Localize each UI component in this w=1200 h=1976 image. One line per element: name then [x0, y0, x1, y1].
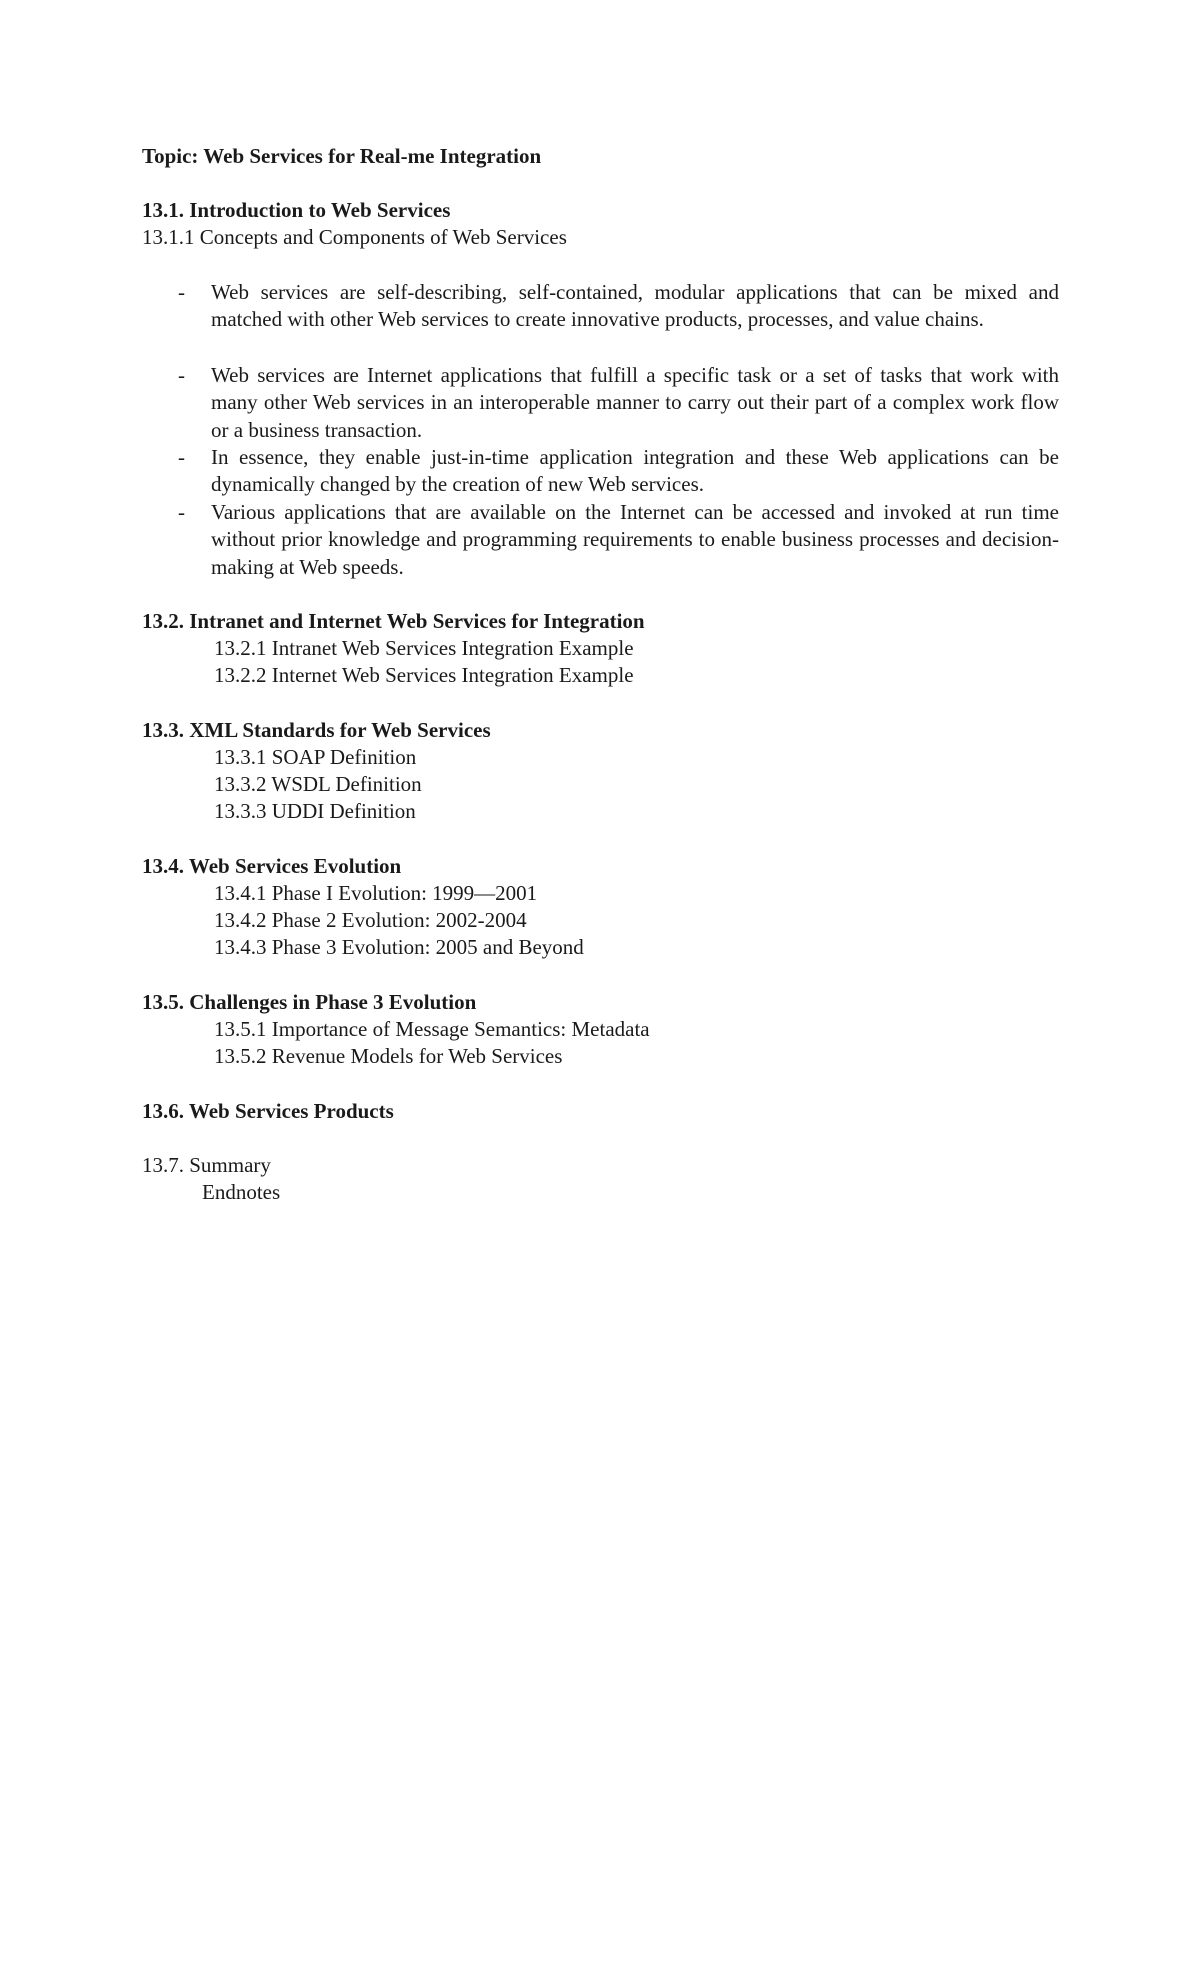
bullet-text: Web services are self-describing, self-contained, modular applications that can be mixed and matched with other Web services to create innovative products, processes, and value chains.: [211, 280, 1059, 332]
bullet-text: In essence, they enable just-in-time application integration and these Web applications can be dynamically changed by the creation of new Web services.: [211, 445, 1059, 497]
section-heading: 13.3. XML Standards for Web Services: [142, 718, 491, 742]
section-heading: 13.4. Web Services Evolution: [142, 854, 402, 878]
toc-item: 13.4.1 Phase I Evolution: 1999—2001: [214, 881, 538, 905]
page-title: Topic: Web Services for Real-me Integration: [142, 144, 542, 168]
section-heading: 13.7. Summary: [142, 1153, 271, 1177]
section-heading: 13.2. Intranet and Internet Web Services for Integration: [142, 609, 645, 633]
toc-item: 13.2.2 Internet Web Services Integration Example: [214, 663, 634, 687]
toc-item: 13.3.3 UDDI Definition: [214, 799, 416, 823]
toc-item: 13.4.3 Phase 3 Evolution: 2005 and Beyond: [214, 935, 584, 959]
section-heading: 13.1. Introduction to Web Services: [142, 198, 451, 222]
toc-item: 13.5.2 Revenue Models for Web Services: [214, 1044, 563, 1068]
toc-item: 13.3.2 WSDL Definition: [214, 772, 422, 796]
bullet-marker: -: [178, 500, 185, 524]
section-heading: 13.5. Challenges in Phase 3 Evolution: [142, 990, 477, 1014]
toc-item: Endnotes: [202, 1180, 281, 1204]
subsection-heading: 13.1.1 Concepts and Components of Web Services: [142, 225, 567, 249]
bullet-text: Web services are Internet applications that fulfill a specific task or a set of tasks that work with many other Web services in an interoperable manner to carry out their part of a complex work flow or a business transaction.: [211, 363, 1059, 442]
toc-item: 13.4.2 Phase 2 Evolution: 2002-2004: [214, 908, 527, 932]
toc-item: 13.5.1 Importance of Message Semantics: Metadata: [214, 1017, 650, 1041]
toc-item: 13.3.1 SOAP Definition: [214, 745, 417, 769]
bullet-marker: -: [178, 363, 185, 387]
bullet-marker: -: [178, 445, 185, 469]
toc-item: 13.2.1 Intranet Web Services Integration Example: [214, 636, 634, 660]
bullet-text: Various applications that are available on the Internet can be accessed and invoked at run time without prior knowledge and programming requirements to enable business processes and decision-making at Web speeds.: [211, 500, 1059, 579]
section-heading: 13.6. Web Services Products: [142, 1099, 394, 1123]
bullet-marker: -: [178, 280, 185, 304]
